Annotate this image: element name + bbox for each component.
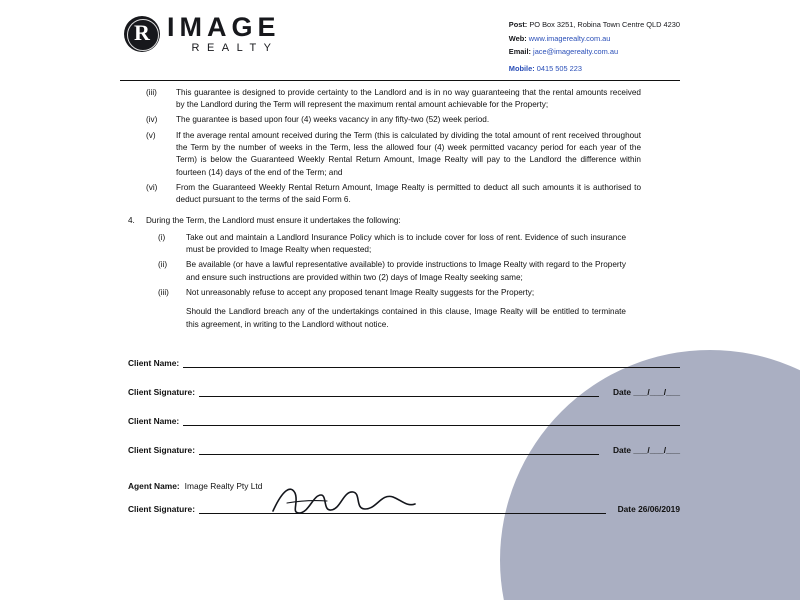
contact-web-value[interactable]: www.imagerealty.com.au [528,33,611,43]
clause-number: (vi) [146,182,158,192]
contact-mobile-row [509,62,680,76]
clause-text: From the Guaranteed Weekly Rental Return Amount, Image Realty is permitted to deduct all such amounts it is authorised to deduct pursuant to the terms of the said Form 6. [176,182,641,205]
document-body [120,0,680,514]
clause-paragraph: Not unreasonably refuse to accept any proposed tenant Image Realty suggests for the Property; [186,287,535,297]
contact-details [509,14,680,76]
clause-paragraph: Take out and maintain a Landlord Insurance Policy which is to include cover for loss of rent. Evidence of such insurance must be provided to Image Realty when requested; [186,232,626,255]
client-signature-field[interactable] [199,444,599,455]
clause-text: This guarantee is designed to provide certainty to the Landlord and is in no way guaranteeing that the rental amounts received by the Landlord during the Term will represent the maximum rental amount achievable for the Property; [176,87,641,110]
clause-text [186,287,626,331]
agent-signature-row [120,501,680,514]
contact-web-label: Web: [508,33,527,43]
signature-date-label[interactable]: Date ___/___/___ [612,444,680,455]
contact-post-value: PO Box 3251, Robina Town Centre QLD 4230 [529,20,680,29]
clause-paragraph: Be available (or have a lawful representative available) to provide instructions to Image Realty with regard to the Property and ensure such instructions are provided within two (2) days of Image Realty seeking same; [186,260,626,282]
logo-wordmark [167,14,281,54]
clause-text [186,232,626,257]
clause-text [186,259,626,284]
section-4-heading [120,215,680,227]
client-name-label: Client Name: [128,357,180,368]
clause-number: (v) [146,130,156,140]
agent-name-value: Image Realty Pty Ltd [184,480,263,491]
contact-email-value[interactable]: jace@imagerealty.com.au [533,47,619,57]
client-signature-row-1 [120,386,680,397]
contact-post-row [509,18,680,32]
client-name-row-1 [120,357,680,368]
client-signature-label: Client Signature: [128,444,196,455]
list-item [120,287,680,331]
document-header [120,8,680,81]
clause-number: (i) [158,232,166,242]
signature-block [120,357,680,514]
logo-monogram-icon [124,16,160,52]
clause-paragraph: Should the Landlord breach any of the undertakings contained in this clause, Image Realty will be entitled to terminate this agreement, in writing to the Landlord without notice. [186,307,626,329]
agent-signature-field[interactable] [199,501,606,514]
agent-name-row [120,481,680,491]
clause-list-section-4 [120,232,680,331]
list-item [120,232,680,257]
agent-signature-label: Client Signature: [128,503,196,514]
contact-mobile-label: Mobile: [508,64,535,74]
contact-email-label: Email: [508,47,531,57]
contact-post-label: Post: [508,20,528,29]
list-item [120,87,680,112]
signature-date-label[interactable]: Date ___/___/___ [612,386,680,397]
agent-signature-date: Date 26/06/2019 [617,503,680,514]
client-name-field[interactable] [183,357,680,368]
client-name-field[interactable] [183,415,680,426]
list-item [120,130,680,179]
company-logo [120,14,281,54]
list-item [120,114,680,126]
clause-number: (iii) [158,287,169,297]
clause-text: The guarantee is based upon four (4) weeks vacancy in any fifty-two (52) week period. [176,115,490,125]
list-item [120,259,680,284]
section-text: During the Term, the Landlord must ensure it undertakes the following: [146,216,401,226]
client-name-label: Client Name: [128,415,180,426]
clause-text: If the average rental amount received during the Term (this is calculated by dividing the total amount of rent received throughout the Term by the number of weeks in the Term, less the allowed four (4) week permitted vacancy period for each year of the Term) is below the Guaranteed Weekly Rental Return Amount, Image Realty will pay to the Landlord the difference within fourteen (14) days of the end of the Term; and [176,130,641,177]
clause-number: (ii) [158,260,168,270]
clause-number: (iii) [146,87,157,97]
client-signature-field[interactable] [199,386,599,397]
client-signature-row-2 [120,444,680,455]
contact-email-row [509,45,680,59]
logo-name-secondary: REALTY [191,42,279,54]
logo-initial: R [134,20,150,45]
section-number: 4. [128,216,135,226]
clause-number: (iv) [146,115,158,125]
contact-web-row [509,32,680,46]
client-signature-label: Client Signature: [128,386,196,397]
clause-list-top [120,87,680,207]
contact-mobile-value: 0415 505 223 [536,64,582,74]
agent-name-label: Agent Name: [128,480,180,491]
logo-name-primary: IMAGE [167,12,281,42]
list-item [120,182,680,207]
client-name-row-2 [120,415,680,426]
